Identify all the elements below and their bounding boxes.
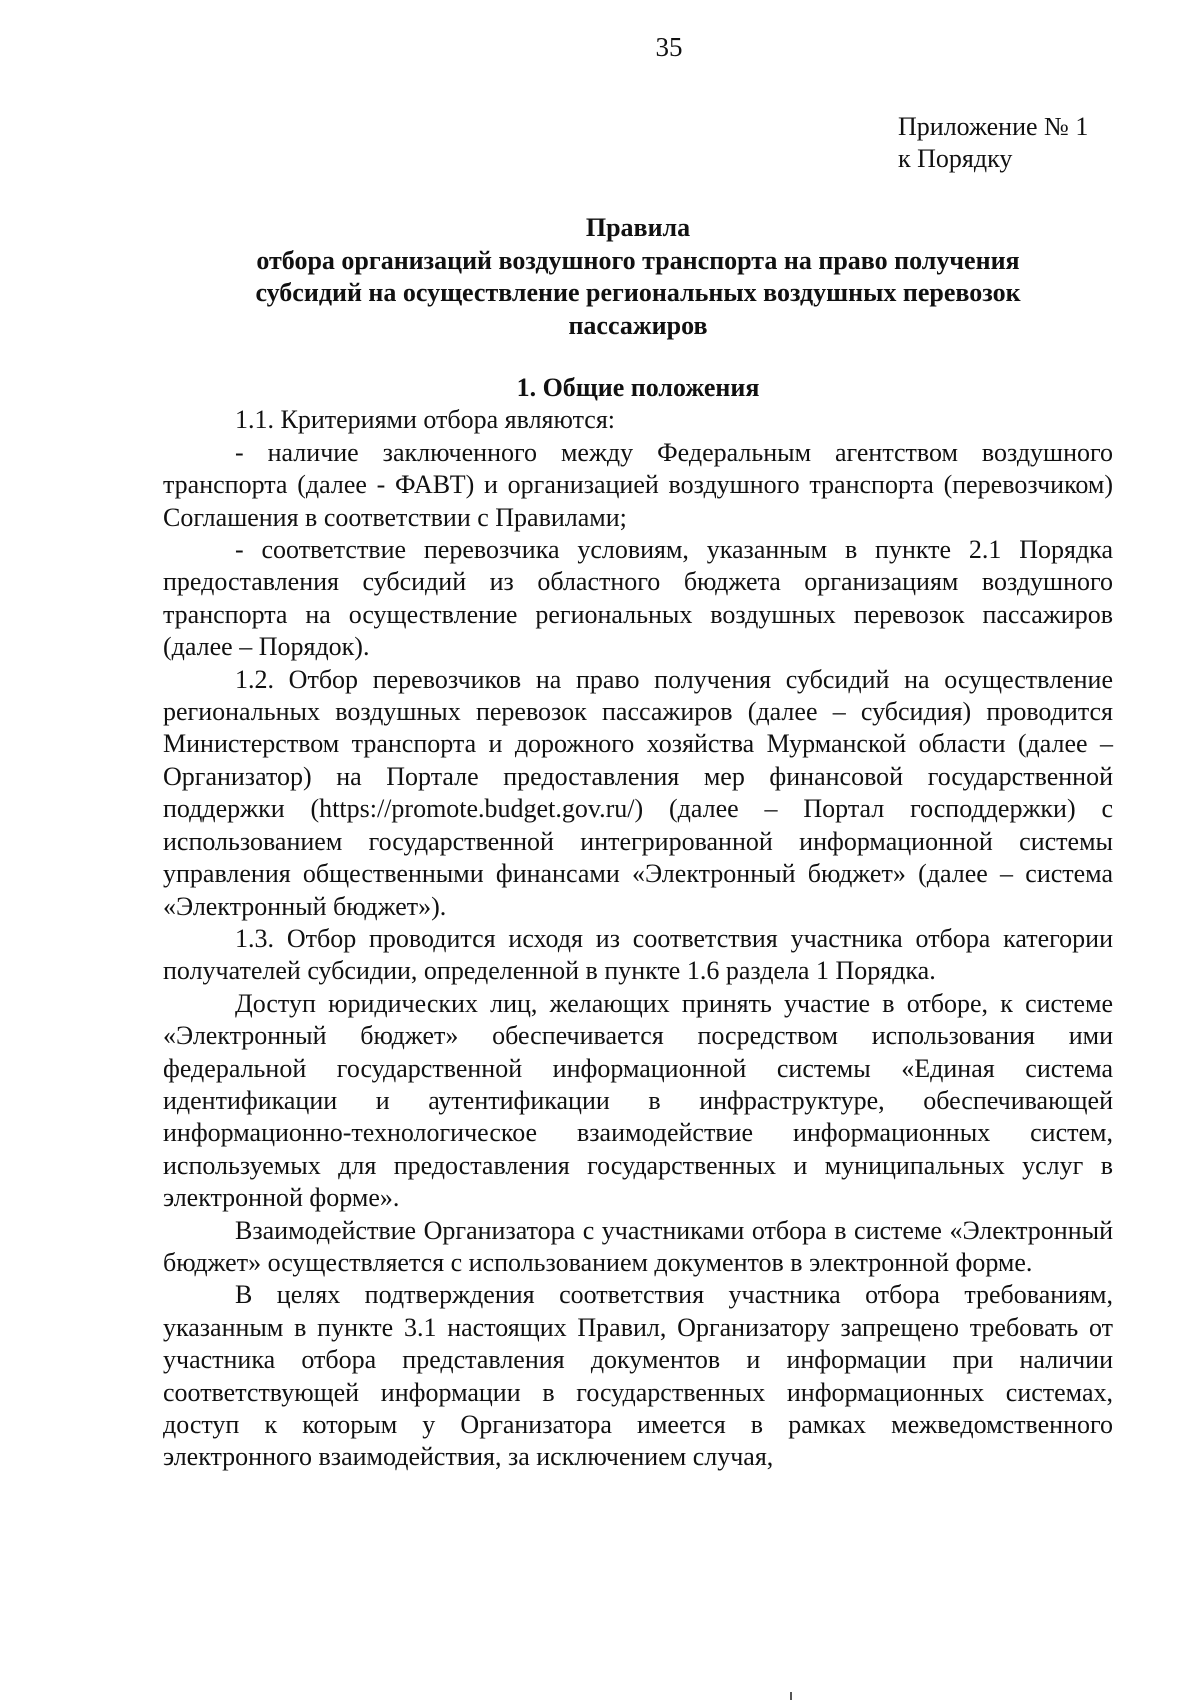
appendix-reference bbox=[898, 111, 1088, 175]
paragraph-verification: В целях подтверждения соответствия участника отбора требованиям, указанным в пункте 3.1 настоящих Правил, Организатору запрещено требовать от участника отбора представления документов и информации при наличии соответствующей информации в государственных информационных системах, доступ к которым у Организатора имеется в рамках межведомственного электронного взаимодействия, за исключением случая, bbox=[163, 1280, 1113, 1472]
appendix-line-2: к Порядку bbox=[898, 144, 1013, 173]
paragraph-interaction: Взаимодействие Организатора с участниками отбора в системе «Электронный бюджет» осуществляется с использованием документов в электронной форме. bbox=[163, 1215, 1113, 1277]
document-title bbox=[163, 212, 1113, 342]
title-line-4: пассажиров bbox=[568, 310, 708, 340]
appendix-line-1: Приложение № 1 bbox=[898, 112, 1089, 141]
paragraph-1-1: 1.1. Критериями отбора являются: bbox=[235, 405, 615, 435]
page-number: 35 bbox=[655, 32, 683, 62]
paragraph-1-3: 1.3. Отбор проводится исходя из соответствия участника отбора категории получателей субсидии, определенной в пункте 1.6 раздела 1 Порядка. bbox=[163, 923, 1113, 986]
title-line-1: Правила bbox=[585, 213, 691, 242]
title-line-2: отбора организаций воздушного транспорта на право получения bbox=[256, 245, 1020, 275]
paragraph-access: Доступ юридических лиц, желающих принять участие в отборе, к системе «Электронный бюджет» обеспечивается посредством использования ими федеральной государственной информационной системы «Единая система идентификации и аутентификации в инфраструктуре, обеспечивающей информационно-технологическое взаимодействие информационных систем, используемых для предоставления государственных и муниципальных услуг в электронной форме». bbox=[163, 988, 1113, 1213]
paragraph-criterion-1: - наличие заключенного между Федеральным агентством воздушного транспорта (далее - ФАВТ) и организацией воздушного транспорта (перевозчиком) Соглашения в соответствии с Правилами; bbox=[163, 437, 1113, 532]
title-line-3: субсидий на осуществление региональных воздушных перевозок bbox=[255, 278, 1021, 307]
paragraph-criterion-2: - соответствие перевозчика условиям, указанным в пункте 2.1 Порядка предоставления субсидий из областного бюджета организациям воздушного транспорта на осуществление региональных воздушных перевозок пассажиров (далее – Порядок). bbox=[163, 535, 1113, 662]
paragraph-1-2: 1.2. Отбор перевозчиков на право получения субсидий на осуществление региональных воздушных перевозок пассажиров (далее – субсидия) проводится Министерством транспорта и дорожного хозяйства Мурманской области (далее – Организатор) на Портале предоставления мер финансовой государственной поддержки (https://promote.budget.gov.ru/) (далее – Портал господдержки) с использованием государственной интегрированной информационной системы управления общественными финансами «Электронный бюджет» (далее – система «Электронный бюджет»). bbox=[163, 664, 1113, 921]
section-1 bbox=[163, 372, 1113, 1474]
scan-mark bbox=[790, 1692, 792, 1700]
section-heading: 1. Общие положения bbox=[516, 373, 760, 402]
